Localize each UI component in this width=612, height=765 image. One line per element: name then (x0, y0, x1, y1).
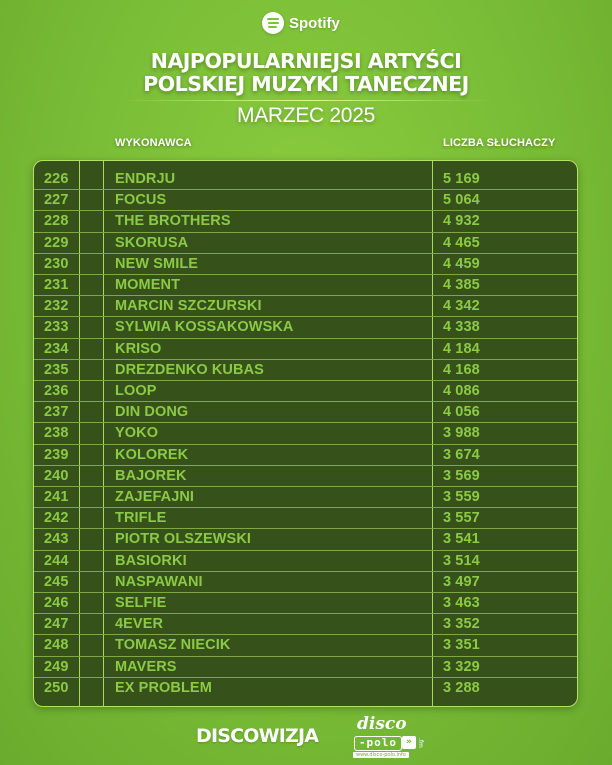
artist-cell: YOKO (115, 425, 159, 442)
listeners-cell: 3 514 (443, 552, 480, 569)
disco-polo-logo-middle: -polo (354, 736, 402, 751)
rank-cell: 249 (44, 658, 69, 675)
table-row (34, 339, 577, 360)
artist-cell: BAJOREK (115, 467, 187, 484)
rank-cell: 230 (44, 255, 69, 272)
table-row (34, 233, 577, 254)
artist-cell: TOMASZ NIECIK (115, 637, 231, 654)
artist-cell: DREZDENKO KUBAS (115, 361, 264, 378)
artist-cell: NASPAWANI (115, 573, 203, 590)
artist-cell: MAVERS (115, 658, 177, 675)
listeners-cell: 4 086 (443, 383, 480, 399)
table-row (34, 466, 577, 487)
listeners-cell: 4 184 (443, 340, 480, 357)
listeners-cell: 3 988 (443, 425, 480, 442)
table-row (34, 487, 577, 508)
listeners-cell: 4 465 (443, 234, 480, 251)
artist-cell: EX PROBLEM (115, 679, 212, 696)
table-row (34, 190, 577, 211)
listeners-cell: 3 288 (443, 679, 480, 696)
rank-cell: 239 (44, 446, 69, 463)
artist-cell: DIN DONG (115, 404, 189, 421)
table-row (34, 572, 577, 593)
listeners-cell: 4 932 (443, 213, 480, 230)
rank-cell: 228 (44, 213, 69, 230)
rank-cell: 227 (44, 192, 69, 209)
listeners-cell: 4 338 (443, 319, 480, 336)
artist-cell: LOOP (115, 383, 157, 399)
rank-cell: 232 (44, 298, 69, 315)
spotify-logo-icon (262, 12, 284, 34)
table-row (34, 254, 577, 275)
rank-cell: 234 (44, 340, 69, 357)
artist-cell: BASIORKI (115, 552, 187, 569)
rank-cell: 229 (44, 234, 69, 251)
table-row (34, 402, 577, 423)
table-row (34, 614, 577, 635)
listeners-cell: 3 352 (443, 616, 480, 633)
artist-cell: THE BROTHERS (115, 213, 231, 230)
table-row (34, 211, 577, 232)
forward-arrow-icon: » (402, 736, 416, 749)
table-row (34, 381, 577, 402)
table-row (34, 360, 577, 381)
listeners-cell: 4 459 (443, 255, 480, 272)
rank-cell: 242 (44, 510, 69, 527)
rank-cell: 245 (44, 573, 69, 590)
table-row (34, 551, 577, 572)
rank-cell: 248 (44, 637, 69, 654)
discowizja-logo: DISCOWIZJA (196, 725, 319, 747)
rank-cell: 250 (44, 679, 69, 696)
table-row (34, 423, 577, 444)
artist-cell: ZAJEFAJNI (115, 489, 195, 505)
ranking-table (33, 160, 578, 707)
page-title-line2: POLSKIEJ MUZYKI TANECZNEJ (143, 72, 469, 96)
table-row (34, 508, 577, 529)
page-subtitle: MARZEC 2025 (237, 104, 375, 127)
listeners-cell: 4 342 (443, 298, 480, 315)
listeners-cell: 5 169 (443, 171, 480, 187)
rank-cell: 235 (44, 361, 69, 378)
rank-cell: 241 (44, 489, 69, 505)
artist-cell: 4EVER (115, 616, 164, 633)
rank-cell: 238 (44, 425, 69, 442)
page-title-line1: NAJPOPULARNIEJSI ARTYŚCI (150, 49, 462, 73)
listeners-cell: 3 351 (443, 637, 480, 654)
table-row (34, 635, 577, 656)
artist-cell: SKORUSA (115, 234, 189, 251)
artist-cell: SELFIE (115, 595, 167, 611)
listeners-cell: 3 541 (443, 531, 480, 548)
listeners-cell: 3 497 (443, 573, 480, 590)
table-row (34, 678, 577, 699)
column-header-artist: WYKONAWCA (115, 137, 192, 149)
artist-cell: KRISO (115, 340, 162, 357)
column-header-listeners: LICZBA SŁUCHACZY (443, 137, 556, 149)
disco-polo-logo (352, 714, 422, 760)
listeners-cell: 3 674 (443, 446, 480, 463)
table-row (34, 169, 577, 190)
rank-cell: 236 (44, 383, 69, 399)
artist-cell: MOMENT (115, 277, 181, 293)
artist-cell: ENDRJU (115, 171, 176, 187)
title-divider (120, 100, 492, 101)
rank-cell: 246 (44, 595, 69, 611)
artist-cell: SYLWIA KOSSAKOWSKA (115, 319, 294, 336)
spotify-brand (262, 12, 340, 34)
spotify-wordmark: Spotify (289, 14, 340, 32)
disco-polo-url: www.disco-polo.info (353, 752, 409, 758)
table-row (34, 296, 577, 317)
listeners-cell: 5 064 (443, 192, 480, 209)
rank-cell: 233 (44, 319, 69, 336)
rank-cell: 244 (44, 552, 69, 569)
rank-cell: 237 (44, 404, 69, 421)
rank-cell: 243 (44, 531, 69, 548)
listeners-cell: 3 463 (443, 595, 480, 611)
table-row (34, 275, 577, 296)
artist-cell: NEW SMILE (115, 255, 199, 272)
rank-cell: 240 (44, 467, 69, 484)
rank-cell: 226 (44, 171, 69, 187)
table-row (34, 657, 577, 678)
artist-cell: FOCUS (115, 192, 167, 209)
artist-cell: TRIFLE (115, 510, 167, 527)
listeners-cell: 3 559 (443, 489, 480, 505)
rank-cell: 247 (44, 616, 69, 633)
table-row (34, 445, 577, 466)
artist-cell: KOLOREK (115, 446, 189, 463)
listeners-cell: 4 385 (443, 277, 480, 293)
artist-cell: MARCIN SZCZURSKI (115, 298, 262, 315)
table-row (34, 317, 577, 338)
listeners-cell: 3 557 (443, 510, 480, 527)
listeners-cell: 3 569 (443, 467, 480, 484)
listeners-cell: 4 168 (443, 361, 480, 378)
rank-cell: 231 (44, 277, 69, 293)
table-row (34, 529, 577, 550)
disco-polo-logo-top: disco (357, 714, 407, 734)
table-row (34, 593, 577, 614)
disco-polo-logo-side: .fm (417, 738, 424, 748)
listeners-cell: 3 329 (443, 658, 480, 675)
artist-cell: PIOTR OLSZEWSKI (115, 531, 252, 548)
listeners-cell: 4 056 (443, 404, 480, 421)
